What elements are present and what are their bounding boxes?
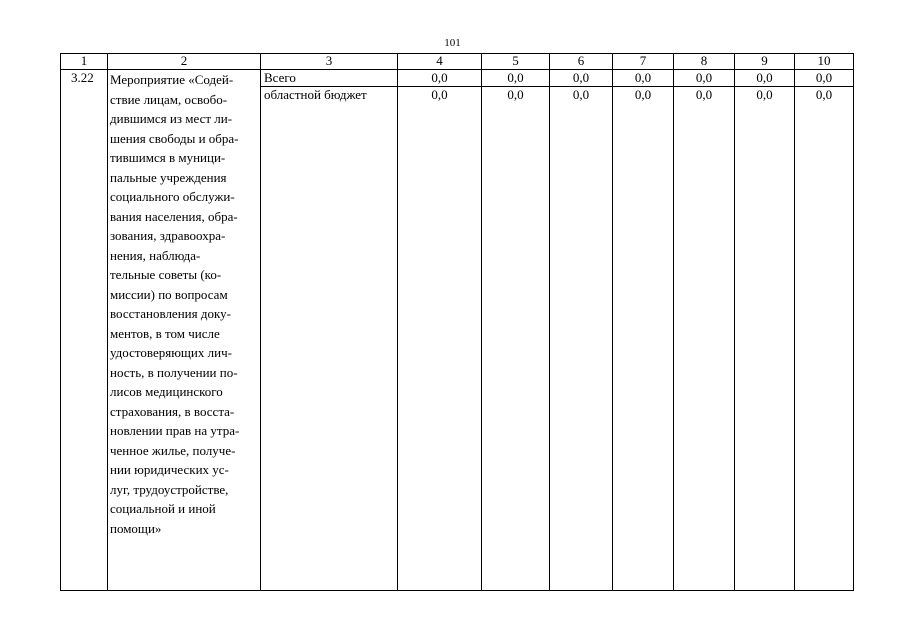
value-cell-col6 xyxy=(550,70,613,591)
column-header-3: 3 xyxy=(261,54,398,70)
row-number: 3.22 xyxy=(61,70,108,591)
header-row xyxy=(61,54,854,70)
value-total-col4: 0,0 xyxy=(398,70,481,87)
column-header-4: 4 xyxy=(398,54,482,70)
value-cell-col7 xyxy=(613,70,674,591)
value-cell-col8 xyxy=(674,70,735,591)
value-total-col7: 0,0 xyxy=(613,70,673,87)
funding-source-total: Всего xyxy=(261,70,397,87)
column-header-8: 8 xyxy=(674,54,735,70)
page-number: 101 xyxy=(444,37,461,49)
value-regional-col6: 0,0 xyxy=(572,87,590,102)
value-regional-col7: 0,0 xyxy=(634,87,652,102)
table-row xyxy=(61,70,854,591)
value-total-col5: 0,0 xyxy=(482,70,549,87)
budget-table xyxy=(60,53,854,591)
column-header-6: 6 xyxy=(550,54,613,70)
funding-source-regional: областной бюджет xyxy=(264,87,367,102)
value-total-col10: 0,0 xyxy=(795,70,853,87)
value-regional-col5: 0,0 xyxy=(507,87,524,102)
row-description: Мероприятие «Содей- ствие лицам, освобо- дившимся из мест ли- шения свободы и обра- тившимся в муници- пальные учреждения социального обслужи- вания населения, обра- зования, здравоохра- нения, наблюда- тельные советы (ко- миссии) по вопросам восстановления доку- ментов, в том числе удостоверяющих лич- ность, в получении по- лисов медицинского страхования, в восста- новлении прав на утра- ченное жилье, получе- нии юридических ус- луг, трудоустройстве, социальной и иной помощи» xyxy=(108,70,261,591)
value-regional-col4: 0,0 xyxy=(431,87,448,102)
column-header-5: 5 xyxy=(482,54,550,70)
column-header-2: 2 xyxy=(108,54,261,70)
value-cell-col5 xyxy=(482,70,550,591)
value-total-col9: 0,0 xyxy=(735,70,794,87)
value-total-col6: 0,0 xyxy=(550,70,612,87)
value-regional-col8: 0,0 xyxy=(695,87,713,102)
value-regional-col9: 0,0 xyxy=(756,87,773,102)
value-cell-col4 xyxy=(398,70,482,591)
column-header-7: 7 xyxy=(613,54,674,70)
funding-source-cell xyxy=(261,70,398,591)
value-regional-col10: 0,0 xyxy=(815,87,833,102)
column-header-1: 1 xyxy=(61,54,108,70)
column-header-10: 10 xyxy=(795,54,854,70)
value-total-col8: 0,0 xyxy=(674,70,734,87)
value-cell-col9 xyxy=(735,70,795,591)
value-cell-col10 xyxy=(795,70,854,591)
column-header-9: 9 xyxy=(735,54,795,70)
